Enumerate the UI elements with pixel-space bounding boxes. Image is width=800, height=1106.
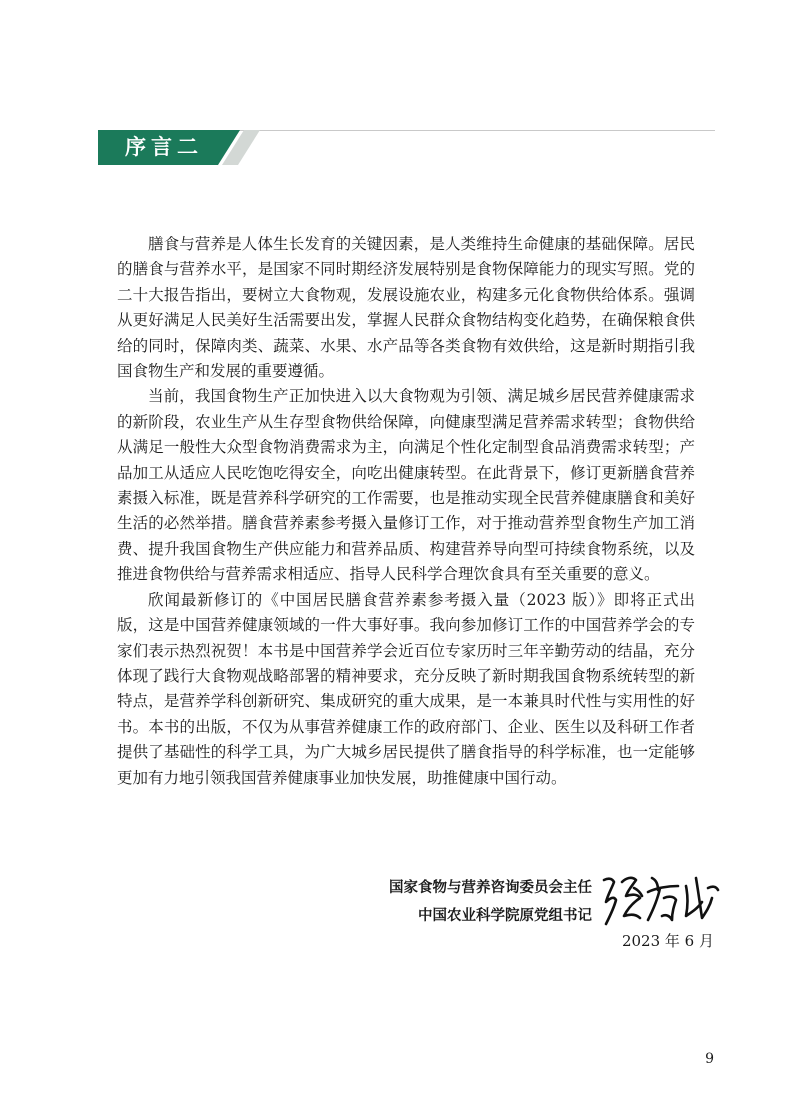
author-title-line-1: 国家食物与营养咨询委员会主任 — [389, 880, 592, 896]
paragraph-1: 膳食与营养是人体生长发育的关键因素，是人类维持生命健康的基础保障。居民的膳食与营养水平，是国家不同时期经济发展特别是食物保障能力的现实写照。党的二十大报告指出，要树立大食物观，发展设施农业，构建多元化食物供给体系。强调从更好满足人民美好生活需要出发，掌握人民群众食物结构变化趋势，在确保粮食供给的同时，保障肉类、蔬菜、水果、水产品等各类食物有效供给，这是新时期指引我国食物生产和发展的重要遵循。 — [117, 235, 695, 381]
paragraph-3: 欣闻最新修订的《中国居民膳食营养素参考摄入量（2023 版）》即将正式出版，这是中国营养健康领域的一件大事好事。我向参加修订工作的中国营养学会的专家们表示热烈祝贺！本书是中国营养学会近百位专家历时三年辛勤劳动的结晶，充分体现了践行大食物观战略部署的精神要求，充分反映了新时期我国食物系统转型的新特点，是营养学科创新研究、集成研究的重大成果，是一本兼具时代性与实用性的好书。本书的出版，不仅为从事营养健康工作的政府部门、企业、医生以及科研工作者提供了基础性的科学工具，为广大城乡居民提供了膳食指导的科学标准，也一定能够更加有力地引领我国营养健康事业加快发展，助推健康中国行动。 — [117, 590, 695, 787]
author-title-line-2: 中国农业科学院原党组书记 — [418, 908, 592, 924]
author-titles — [389, 874, 592, 930]
page-number: 9 — [705, 1051, 714, 1067]
signature-date: 2023 年 6 月 — [621, 932, 714, 950]
handwritten-signature — [598, 868, 722, 930]
section-title: 序言二 — [125, 135, 203, 159]
preface-body — [117, 232, 695, 791]
paragraph-2: 当前，我国食物生产正加快进入以大食物观为引领、满足城乡居民营养健康需求的新阶段，农业生产从生存型食物供给保障，向健康型满足营养需求转型；食物供给从满足一般性大众型食物消费需求为主，向满足个性化定制型食品消费需求转型；产品加工从适应人民吃饱吃得安全，向吃出健康转型。在此背景下，修订更新膳食营养素摄入标准，既是营养科学研究的工作需要，也是推动实现全民营养健康膳食和美好生活的必然举措。膳食营养素参考摄入量修订工作，对于推动营养型食物生产加工消费、提升我国食物生产供应能力和营养品质、构建营养导向型可持续食物系统，以及推进食物供给与营养需求相适应、指导人民科学合理饮食具有至关重要的意义。 — [117, 387, 695, 584]
section-header-band — [98, 130, 260, 165]
